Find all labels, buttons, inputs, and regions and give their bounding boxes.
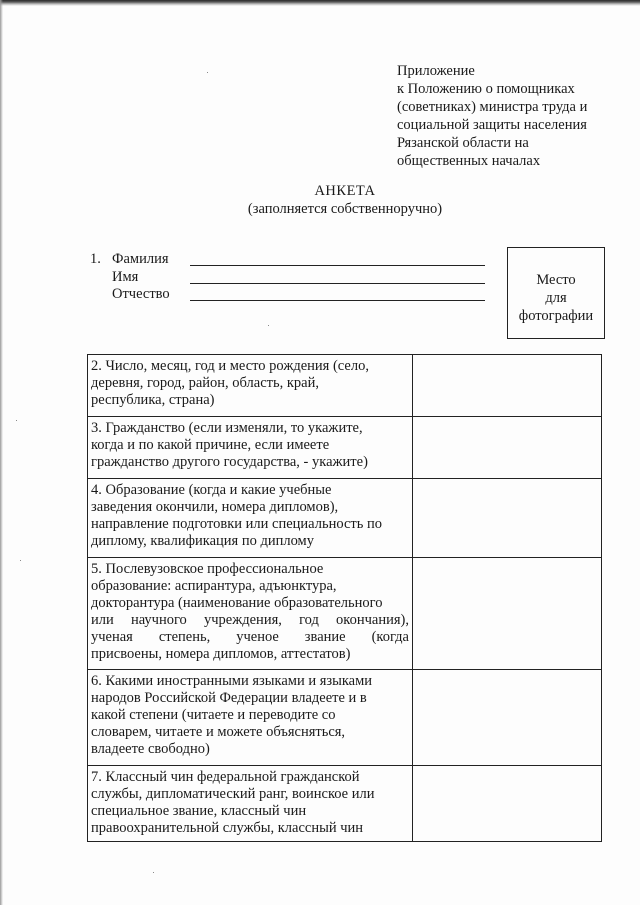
table-row [88,558,602,670]
answer-cell-education[interactable] [413,479,602,558]
table-row [88,670,602,766]
scan-left-edge [0,0,3,905]
question-line: гражданство другого государства, - укажите) [91,454,368,470]
table-row [88,479,602,558]
form-subtitle: (заполняется собственноручно) [247,201,443,217]
question-line: ученая степень, ученое звание (когда [91,629,409,645]
question-line: 7. Классный чин федеральной гражданской [91,769,360,785]
answer-cell-languages[interactable] [413,670,602,766]
photo-label-line: фотографии [518,308,594,324]
question-line: образование: аспирантура, адъюнктура, [91,578,337,594]
question-cell-citizenship [88,417,413,479]
scan-speck [268,325,269,326]
question-line: службы, дипломатический ранг, воинское или [91,786,375,802]
question-line: 5. Послевузовское профессиональное [91,561,324,577]
question-line: докторантура (наименование образовательного [91,595,383,611]
question-line: заведения окончили, номера дипломов), [91,499,339,515]
appendix-line: социальной защиты населения [397,117,587,133]
question-line: диплому, квалификация по диплому [91,533,314,549]
table-row [88,766,602,842]
first-name-field[interactable] [190,283,485,284]
question-line: словарем, читаете и можете объясняться, [91,724,346,740]
question-cell-education [88,479,413,558]
photo-label-line: Место [536,272,576,288]
scan-speck [207,72,208,73]
appendix-line: (советниках) министра труда и [397,99,588,115]
surname-label: Фамилия [112,251,169,267]
scan-speck [153,872,154,873]
patronymic-field[interactable] [190,300,485,301]
question-cell-languages [88,670,413,766]
question-line: 6. Какими иностранными языками и языками [91,673,373,689]
question-line: деревня, город, район, область, край, [91,375,319,391]
question-line: какой степени (читаете и переводите со [91,707,336,723]
question-cell-birth [88,355,413,417]
table-row [88,417,602,479]
question-line: республика, страна) [91,392,215,408]
photo-label-line: для [545,290,567,306]
scan-top-edge [0,0,640,6]
appendix-line: Рязанской области на [397,135,529,151]
question-line: когда и по какой причине, если имеете [91,437,330,453]
form-title: АНКЕТА [314,183,376,199]
section-number: 1. [90,251,101,267]
answer-cell-class-rank[interactable] [413,766,602,842]
appendix-line: к Положению о помощниках [397,81,575,97]
question-line: владеете свободно) [91,741,210,757]
scan-speck [20,560,21,561]
question-cell-postgraduate [88,558,413,670]
photo-placeholder[interactable] [507,247,605,339]
question-line: или научного учреждения, год окончания), [91,612,409,628]
question-line: правоохранительной службы, классный чин [91,820,364,836]
questionnaire-table [87,354,602,842]
answer-cell-birth[interactable] [413,355,602,417]
patronymic-label: Отчество [112,286,170,302]
question-line: народов Российской Федерации владеете и в [91,690,367,706]
scan-speck [16,420,17,421]
question-line: специальное звание, классный чин [91,803,307,819]
question-line: присвоены, номера дипломов, аттестатов) [91,646,351,662]
question-line: 4. Образование (когда и какие учебные [91,482,332,498]
question-line: направление подготовки или специальность по [91,516,382,532]
appendix-note [397,62,617,170]
appendix-line: Приложение [397,63,475,79]
question-cell-class-rank [88,766,413,842]
question-line: 2. Число, месяц, год и место рождения (село, [91,358,369,374]
answer-cell-postgraduate[interactable] [413,558,602,670]
surname-field[interactable] [190,265,485,266]
question-line: 3. Гражданство (если изменяли, то укажите, [91,420,363,436]
appendix-line: общественных началах [397,153,541,169]
table-row [88,355,602,417]
answer-cell-citizenship[interactable] [413,417,602,479]
first-name-label: Имя [112,268,139,285]
